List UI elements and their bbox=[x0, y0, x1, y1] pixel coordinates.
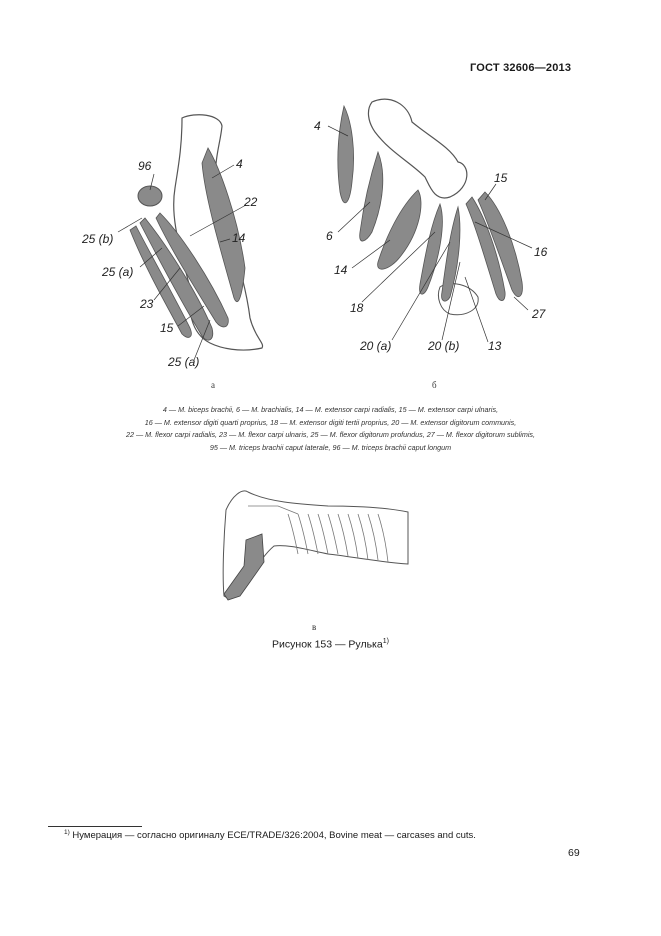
label-14: 14 bbox=[232, 231, 246, 245]
label-25b: 25 (b) bbox=[82, 232, 114, 246]
label-22: 22 bbox=[244, 195, 258, 209]
caption-footnote-mark: 1) bbox=[382, 638, 389, 645]
label-b-20a: 20 (a) bbox=[360, 339, 392, 353]
label-96: 96 bbox=[138, 159, 152, 173]
muscle-6 bbox=[360, 152, 383, 241]
footnote-text: Нумерация — согласно оригиналу ECE/TRADE/326:2004, Bovine meat — carcases and cuts. bbox=[69, 830, 476, 842]
label-b-18: 18 bbox=[350, 301, 364, 315]
legend-line: 16 — M. extensor digiti quarti proprius, 18 — M. extensor digiti tertii proprius, 20 — M. extensor digitorum communis, bbox=[144, 417, 517, 427]
document-header: ГОСТ 32606—2013 bbox=[470, 62, 572, 74]
sublabel-c: в bbox=[312, 622, 317, 632]
footnote bbox=[64, 829, 476, 841]
sublabel-b: б bbox=[432, 380, 437, 390]
muscle-4b bbox=[338, 106, 354, 203]
sublabel-a: а bbox=[211, 380, 215, 390]
label-b-27: 27 bbox=[532, 307, 546, 321]
page-number: 69 bbox=[568, 847, 580, 859]
footnote-mark: 1) bbox=[64, 829, 70, 836]
label-b-6: 6 bbox=[326, 229, 333, 243]
footnote-separator bbox=[48, 826, 142, 827]
figure-legend bbox=[60, 404, 601, 454]
muscle-14b bbox=[378, 190, 421, 269]
legend-line: 95 — M. triceps brachii caput laterale, 96 — M. triceps brachii caput longum bbox=[209, 442, 452, 452]
label-25a: 25 (a) bbox=[102, 265, 134, 279]
label-b-4: 4 bbox=[314, 119, 321, 133]
label-b-15: 15 bbox=[494, 171, 508, 185]
label-23: 23 bbox=[140, 297, 154, 311]
legend-line: 22 — M. flexor carpi radialis, 23 — M. flexor carpi ulnaris, 25 — M. flexor digitorum profundus, 27 — M. flexor digitorum sublimis, bbox=[125, 430, 536, 439]
label-b-16: 16 bbox=[534, 245, 548, 259]
label-15: 15 bbox=[160, 321, 174, 335]
label-b-14: 14 bbox=[334, 263, 348, 277]
label-b-13: 13 bbox=[488, 339, 502, 353]
caption-text: Рисунок 153 — Рулька bbox=[272, 638, 383, 651]
legend-line: 4 — M. biceps brachii, 6 — M. brachialis, 14 — M. extensor carpi radialis, 15 — M. extensor carpi ulnaris, bbox=[162, 405, 499, 414]
figure-a-forelimb-muscles bbox=[70, 108, 280, 398]
figure-c-carcass-diagram bbox=[218, 484, 418, 632]
bone-upper bbox=[368, 99, 466, 198]
label-b-20b: 20 (b) bbox=[428, 339, 460, 353]
figure-b-dissected-muscles bbox=[300, 92, 570, 398]
label-25a-lower: 25 (a) bbox=[168, 355, 200, 369]
figure-caption bbox=[0, 638, 661, 651]
label-4: 4 bbox=[236, 157, 243, 171]
muscle-18 bbox=[420, 204, 443, 294]
